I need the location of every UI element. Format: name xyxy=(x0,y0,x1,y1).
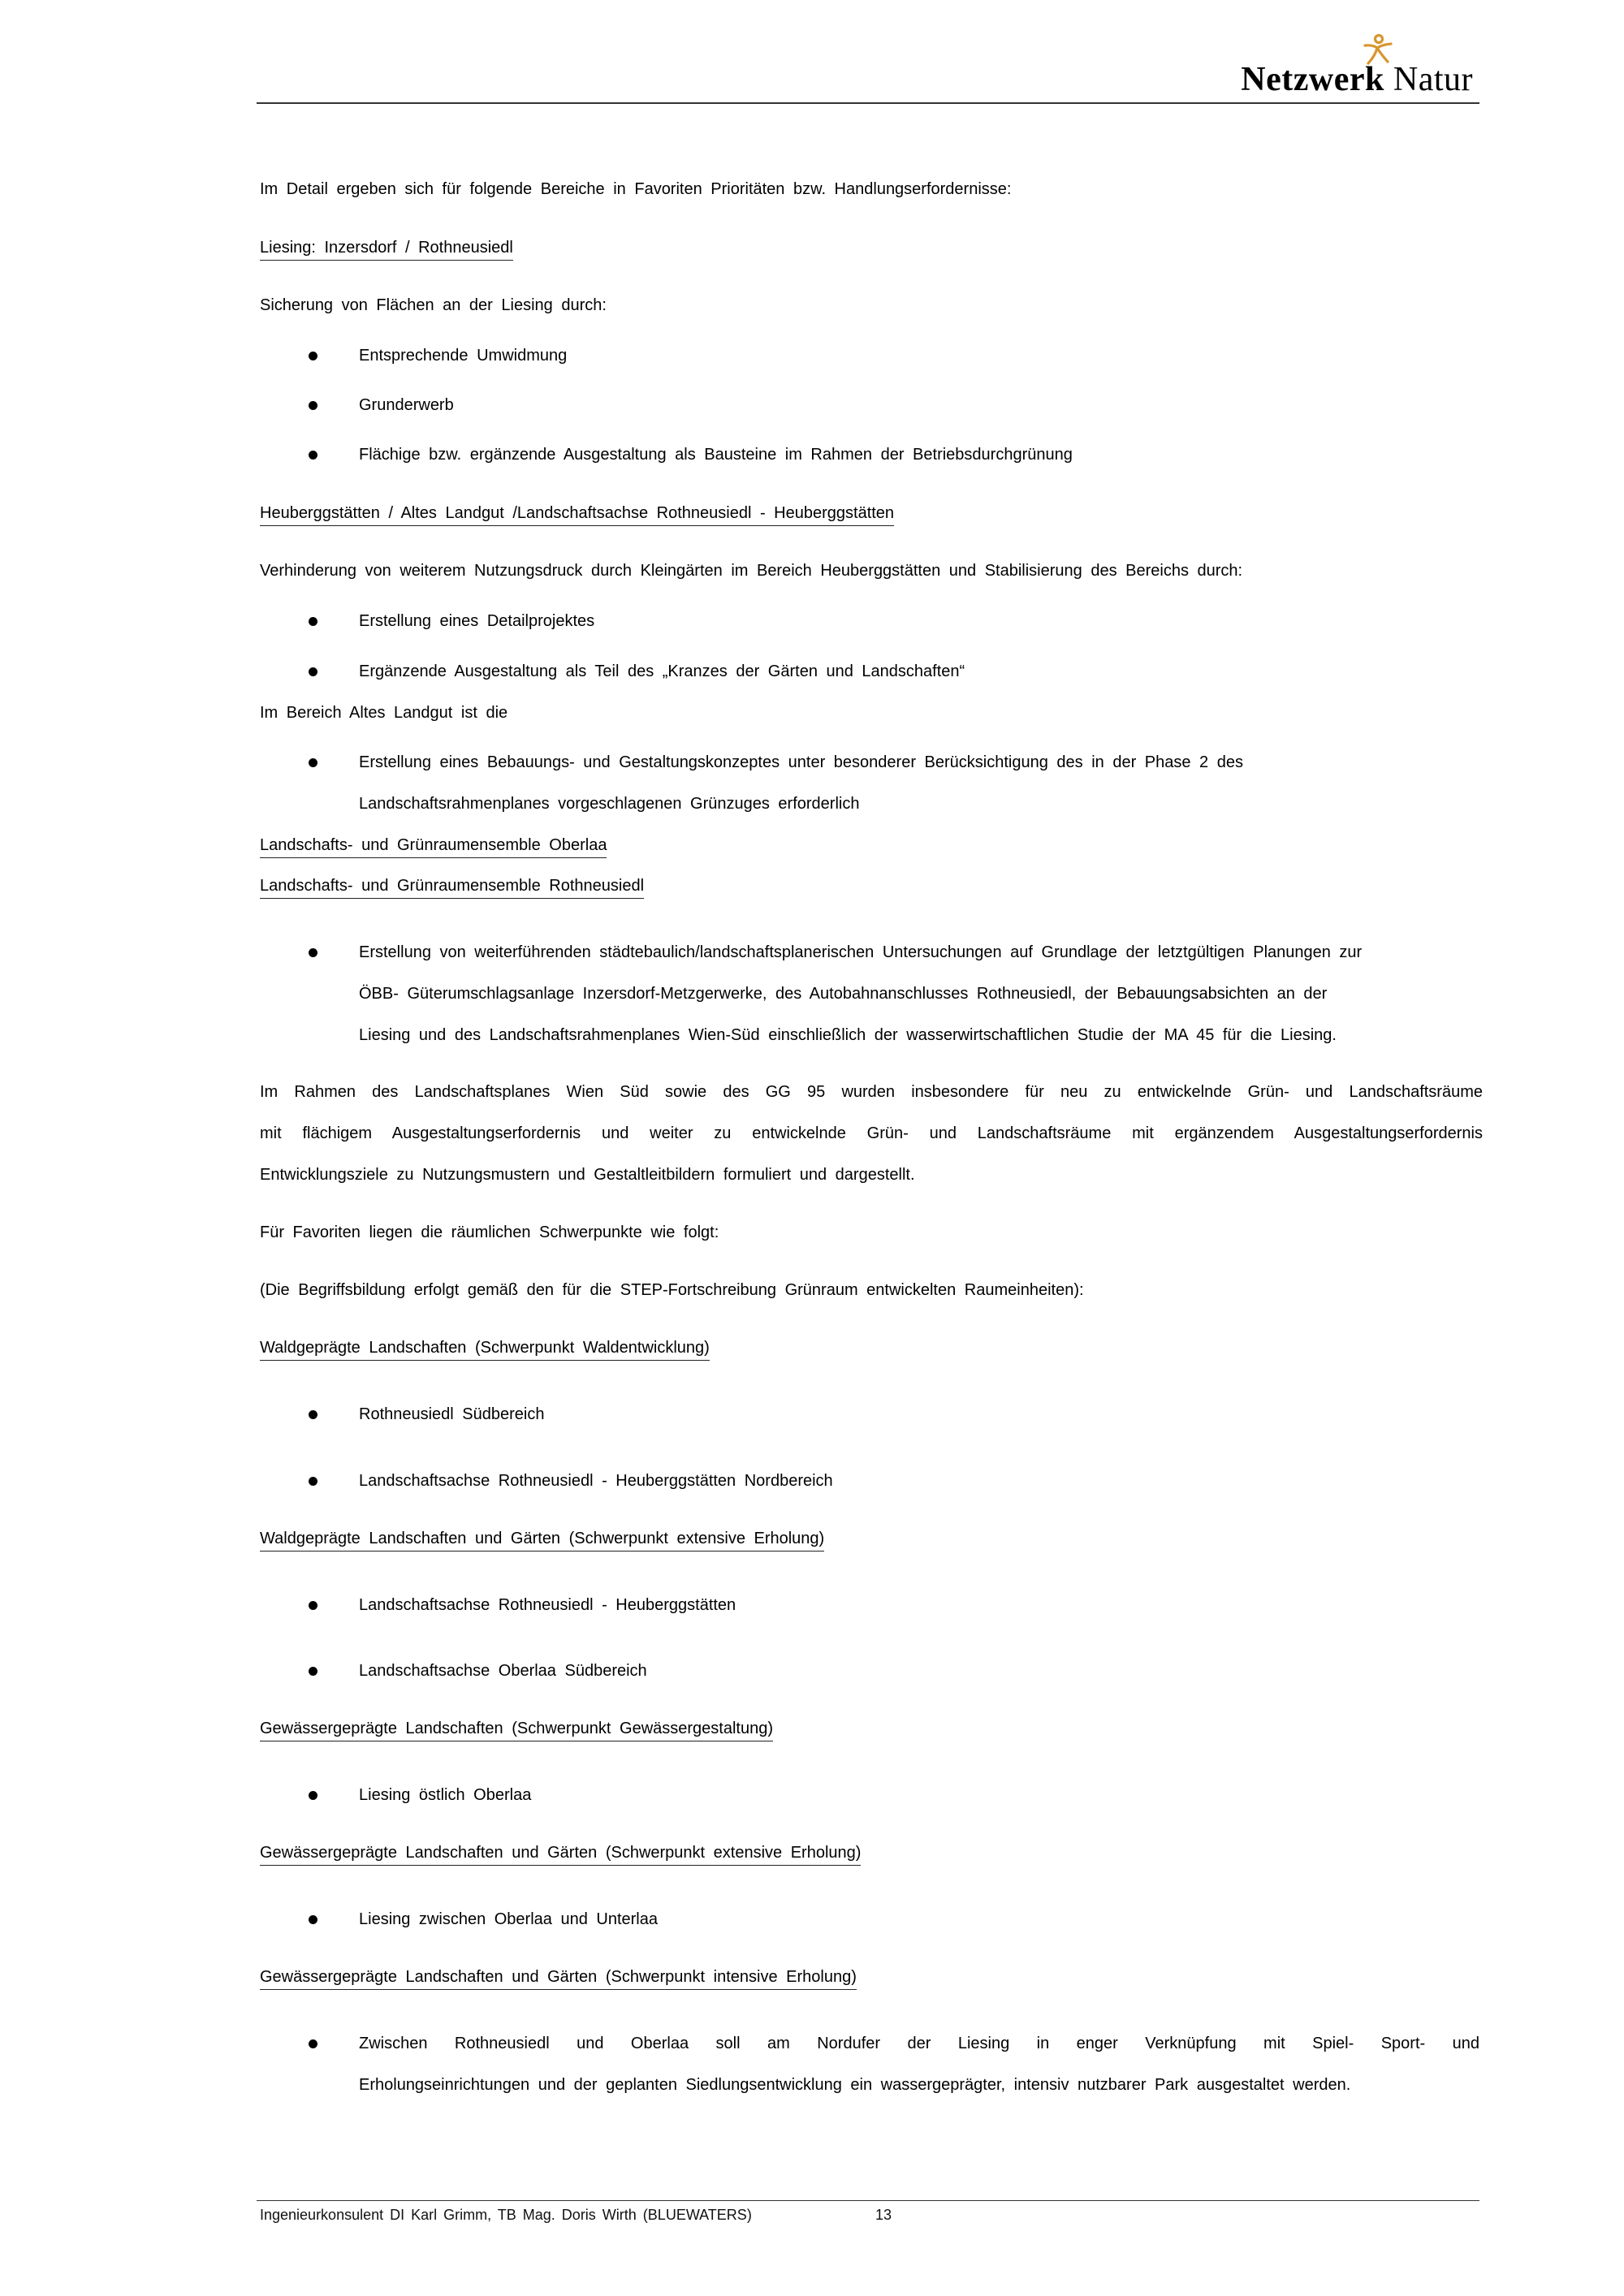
bullet-icon xyxy=(309,758,317,767)
bullet-icon xyxy=(309,1667,317,1676)
bullet-icon xyxy=(309,1915,317,1924)
heading-heuberggstaetten: Heuberggstätten / Altes Landgut /Landschaftsachse Rothneusiedl - Heuberggstätten xyxy=(260,503,894,526)
brand-bold: Netzwerk xyxy=(1241,61,1384,98)
paragraph-altes-landgut: Im Bereich Altes Landgut ist die xyxy=(260,704,508,722)
bullet-icon xyxy=(309,1477,317,1486)
heading-waldgepraegte-landschaften: Waldgeprägte Landschaften (Schwerpunkt Waldentwicklung) xyxy=(260,1337,710,1361)
paragraph-rahmen-line: mit flächigem Ausgestaltungserfordernis und weiter zu entwickelnde Grün- und Landschaftsräume mit ergänzendem Ausgestaltungserfordernis xyxy=(260,1124,1483,1142)
footer-authors: Ingenieurkonsulent DI Karl Grimm, TB Mag. Doris Wirth (BLUEWATERS) xyxy=(260,2207,752,2223)
bullet-icon xyxy=(309,948,317,957)
bullet-icon xyxy=(309,667,317,676)
paragraph-rahmen-line: Entwicklungsziele zu Nutzungsmustern und Gestaltleitbildern formuliert und dargestellt. xyxy=(260,1166,915,1184)
paragraph-begriffsbildung: (Die Begriffsbildung erfolgt gemäß den für die STEP-Fortschreibung Grünraum entwickelten Raumeinheiten): xyxy=(260,1281,1084,1299)
brand-wordmark xyxy=(1241,60,1473,99)
brand-regular: Natur xyxy=(1393,61,1473,98)
paragraph-verhinderung: Verhinderung von weiterem Nutzungsdruck durch Kleingärten im Bereich Heuberggstätten und Stabilisierung des Bereichs durch: xyxy=(260,562,1243,580)
bullet-icon xyxy=(309,1410,317,1419)
heading-liesing: Liesing: Inzersdorf / Rothneusiedl xyxy=(260,237,513,261)
bullet-icon xyxy=(309,2039,317,2048)
intro-paragraph: Im Detail ergeben sich für folgende Bereiche in Favoriten Prioritäten bzw. Handlungserfordernisse: xyxy=(260,180,1012,198)
bullet-icon xyxy=(309,451,317,460)
heading-gewaesser-gestaltung: Gewässergeprägte Landschaften (Schwerpunkt Gewässergestaltung) xyxy=(260,1718,773,1741)
paragraph-rahmen-line: Im Rahmen des Landschaftsplanes Wien Süd sowie des GG 95 wurden insbesondere für neu zu entwickelnde Grün- und Landschaftsräume xyxy=(260,1083,1483,1101)
heading-gewaesser-intensive: Gewässergeprägte Landschaften und Gärten (Schwerpunkt intensive Erholung) xyxy=(260,1966,857,1990)
bullet-icon xyxy=(309,1791,317,1800)
header-rule xyxy=(257,102,1479,104)
bullet-icon xyxy=(309,401,317,410)
document-page: Netzwerk Natur Im Detail ergeben sich für folgende Bereiche in Favoriten Prioritäten bzw. Handlungserfordernisse: Liesing: Inzersdorf / Rothneusiedl Sicherung von Flächen an der Liesing durch: Entsprechende Umwidmung Grunderwerb Flächige bzw. ergänzende Ausgestaltung als Bausteine im Rahmen der Betriebsdurchgrünung Heuberggstätten / Altes Landgut /Landschaftsachse Rothneusiedl - Heuberggstätten Verhinderung von weiterem Nutzungsdruck durch Kleingärten im Bereich Heuberggstätten und Stabilisierung des Bereichs durch: Erstellung eines Detailprojektes Ergänzende Ausgestaltung als Teil des „Kranzes der Gärten und Landschaften“ Im Bereich Altes Landgut ist die Erstellung eines Bebauungs- und Gestaltungskonzeptes unter besonderer Berücksichtigung des in der Phase 2 des Landschaftsrahmenplanes vorgeschlagenen Grünzuges erforderlich Landschafts- und Grünraumensemble Oberlaa Landschafts- und Grünraumensemble Rothneusiedl Erstellung von weiterführenden städtebaulich/landschaftsplanerischen Untersuchungen auf Grundlage der letztgültigen Planungen zur ÖBB- Güterumschlagsanlage Inzersdorf-Metzgerwerke, des Autobahnanschlusses Rothneusiedl, der Bebauungsabsichten an der Liesing und des Landschaftsrahmenplanes Wien-Süd einschließlich der wasserwirtschaftlichen Studie der MA 45 für die Liesing. Im Rahmen des Landschaftsplanes Wien Süd sowie des GG 95 wurden insbesondere für neu zu entwickelnde Grün- und Landschaftsräume mit flächigem Ausgestaltungserfordernis und weiter zu entwickelnde Grün- und Landschaftsräume mit ergänzendem Ausgestaltungserfordernis Entwicklungsziele zu Nutzungsmustern und Gestaltleitbildern formuliert und dargestellt. Für Favoriten liegen die räumlichen Schwerpunkte wie folgt: (Die Begriffsbildung erfolgt gemäß den für die STEP-Fortschreibung Grünraum entwickelten Raumeinheiten): Waldgeprägte Landschaften (Schwerpunkt Waldentwicklung) Rothneusiedl Südbereich Landschaftsachse Rothneusiedl - Heuberggstätten Nordbereich Waldgeprägte Landschaften und Gärten (Schwerpunkt extensive Erholung) Landschaftsachse Rothneusiedl - Heuberggstätten Landschaftsachse Oberlaa Südbereich Gewässergeprägte Landschaften (Schwerpunkt Gewässergestaltung) Liesing östlich Oberlaa Gewässergeprägte Landschaften und Gärten (Schwerpunkt extensive Erholung) Liesing zwischen Oberlaa und Unterlaa Gewässergeprägte Landschaften und Gärten (Schwerpunkt intensive Erholung) Zwischen Rothneusiedl und Oberlaa soll am Nordufer der Liesing in enger Verknüpfung mit Spiel- Sport- und Erholungseinrichtungen und der geplanten Siedlungsentwicklung ein wassergeprägter, intensiv nutzbarer Park ausgestaltet werden. Ingenieurkonsulent DI Karl Grimm, TB Mag. Doris Wirth (BLUEWATERS) 13 xyxy=(0,0,1624,2296)
heading-oberlaa: Landschafts- und Grünraumensemble Oberlaa xyxy=(260,835,607,858)
heading-waldgepraegte-gaerten: Waldgeprägte Landschaften und Gärten (Schwerpunkt extensive Erholung) xyxy=(260,1528,824,1552)
page-number: 13 xyxy=(875,2207,892,2223)
paragraph-favoriten: Für Favoriten liegen die räumlichen Schwerpunkte wie folgt: xyxy=(260,1224,719,1241)
heading-rothneusiedl: Landschafts- und Grünraumensemble Rothneusiedl xyxy=(260,875,644,899)
paragraph-sicherung: Sicherung von Flächen an der Liesing durch: xyxy=(260,296,607,314)
bullet-icon xyxy=(309,352,317,360)
bullet-icon xyxy=(309,617,317,626)
heading-gewaesser-extensive: Gewässergeprägte Landschaften und Gärten (Schwerpunkt extensive Erholung) xyxy=(260,1842,861,1866)
brand-logo xyxy=(1197,32,1473,106)
footer-rule xyxy=(257,2200,1479,2201)
bullet-icon xyxy=(309,1601,317,1610)
